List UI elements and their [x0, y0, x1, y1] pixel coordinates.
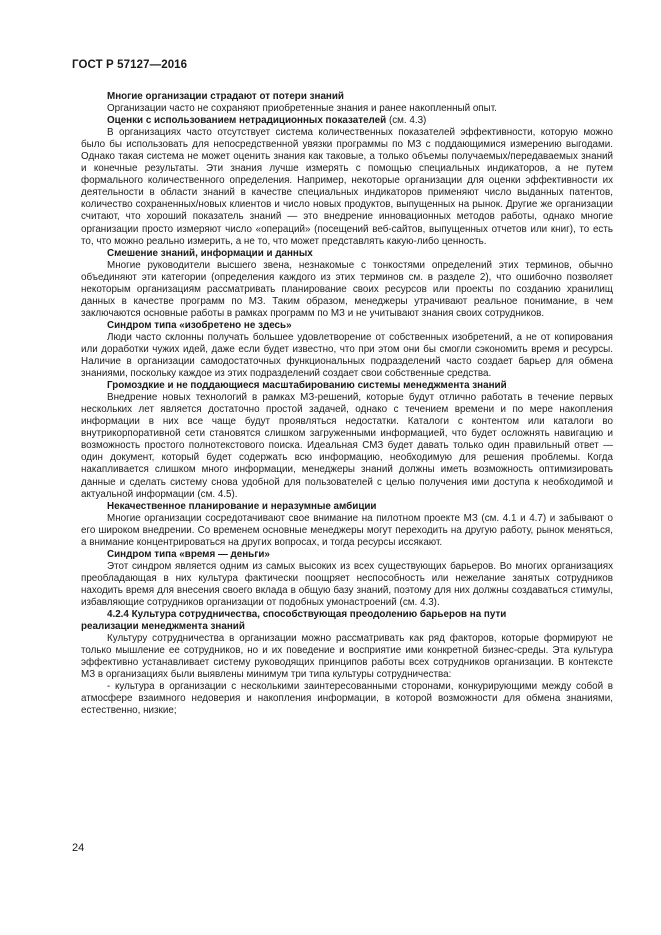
- heading-reference: (см. 4.3): [386, 115, 427, 127]
- page-number: 24: [72, 842, 85, 854]
- paragraph: Этот синдром является одним из самых высоких из всех существующих барьеров. Во многих организациях преобладающая в них культура фактически поощряет неспособность или нежелание занятых сотрудников находить время для внесения своего вклада в общую базу знаний, поэтому для них должны создаваться стимулы, избавляющие сотрудников организации от подобных умонастроений (см. 4.3).: [81, 560, 613, 608]
- paragraph: Многие организации сосредотачивают свое внимание на пилотном проекте МЗ (см. 4.1 и 4.7) и забывают о его широком внедрении. Со временем основные менеджеры могут переходить на другую работу, рынок меняться, а внимание концентрироваться на других вопросах, и тогда ресурсы иссякают.: [81, 512, 613, 548]
- list-item: - культура в организации с несколькими заинтересованными сторонами, конкурирующими между собой в атмосфере взаимного недоверия и накопления информации, в которой возможности для обмена знаниями, естественно, низкие;: [81, 681, 613, 717]
- section-heading: Некачественное планирование и неразумные амбиции: [107, 500, 377, 512]
- paragraph: В организациях часто отсутствует система количественных показателей эффективности, которую можно было бы использовать для непосредственной увязки программы по МЗ с поддающимися измерению выгодами. Однако такая система не может оценить знания как таковые, а только объемы получаемых/передаваемых знаний и конечные результаты. Эти знания лучше измерять с помощью специальных индикаторов, а не путем формального количественного определения. Например, некоторые организации для оценки эффективности их деятельности в области знаний в качестве специальных индикаторов применяют число выданных патентов, количество сохраненных/новых клиентов и число новых продуктов, выпущенных на рынок. Другие же организации считают, что хороший показатель знаний — это внедрение инновационных методов работы, однако многие организации просто измеряют число «операций» (посещений веб-сайтов, выпущенных отчетов или книг), то есть то, что можно реально измерить, а не то, что может представлять какую-либо ценность.: [81, 127, 613, 247]
- section-heading: Смешение знаний, информации и данных: [107, 247, 313, 259]
- document-header: ГОСТ Р 57127—2016: [72, 59, 188, 71]
- paragraph: Люди часто склонны получать большее удовлетворение от собственных изобретений, а не от копирования или доработки чужих идей, даже если будет известно, что при этом они бы смогли сэкономить время и ресурсы. Наличие в организации самодостаточных функциональных подразделений часто создает барьер для обмена знаниями, поскольку каждое из этих подразделений создает свои собственные средства.: [81, 331, 613, 380]
- section-heading: Синдром типа «изобретено не здесь»: [107, 319, 292, 331]
- paragraph: Многие руководители высшего звена, незнакомые с тонкостями определений этих терминов, обычно объединяют эти категории (определения каждого из этих терминов см. в разделе 2), что ошибочно позволяет некоторым организациям рассматривать планирование своих ресурсов или проекты по созданию хранилищ данных в качестве программ по МЗ. Таким образом, менеджеры утрачивают реальное понимание, в чем заключаются основные работы в рамках программ по МЗ и не учитывают знания своих сотрудников.: [81, 259, 613, 319]
- paragraph: Организации часто не сохраняют приобретенные знания и ранее накопленный опыт.: [107, 103, 497, 115]
- subsection-heading-continued: реализации менеджмента знаний: [81, 621, 245, 633]
- section-heading: [81, 115, 613, 127]
- heading-text: Оценки с использованием нетрадиционных показателей: [107, 115, 387, 127]
- paragraph: Культуру сотрудничества в организации можно рассматривать как ряд факторов, которые формируют не только мышление ее сотрудников, но и их поведение и восприятие ими конкретной бизнес-среды. Эта культура эффективно устанавливает систему руководящих принципов работы всех сотрудников организации. В контексте МЗ в организациях были выявлены минимум три типа культуры сотрудничества:: [81, 633, 613, 681]
- section-heading: Синдром типа «время — деньги»: [107, 548, 270, 560]
- document-body: [81, 91, 613, 717]
- section-heading: Громоздкие и не поддающиеся масштабированию системы менеджмента знаний: [107, 380, 507, 392]
- paragraph: Внедрение новых технологий в рамках МЗ-решений, которые будут отлично работать в течение первых нескольких лет является достаточно простой задачей, однако с течением времени и по мере накопления информации в них все чаще будут проявляться недостатки. Каталоги с контентом или каталоги во внутрикорпоративной сети становятся слишком загруженными информацией, что будет осложнять навигацию и возможность простого полнотекстового поиска. Идеальная СМЗ будет давать только один правильный ответ — один документ, который будет содержать всю информацию, необходимую для решения проблемы. Когда накапливается слишком много информации, менеджеры знаний должны иметь возможность оптимизировать данные и сделать систему снова удобной для пользователей с целью получения ими доступа к необходимой и актуальной информации (см. 4.5).: [81, 392, 613, 500]
- section-heading: Многие организации страдают от потери знаний: [107, 91, 344, 102]
- subsection-heading: 4.2.4 Культура сотрудничества, способствующая преодолению барьеров на пути: [107, 609, 507, 621]
